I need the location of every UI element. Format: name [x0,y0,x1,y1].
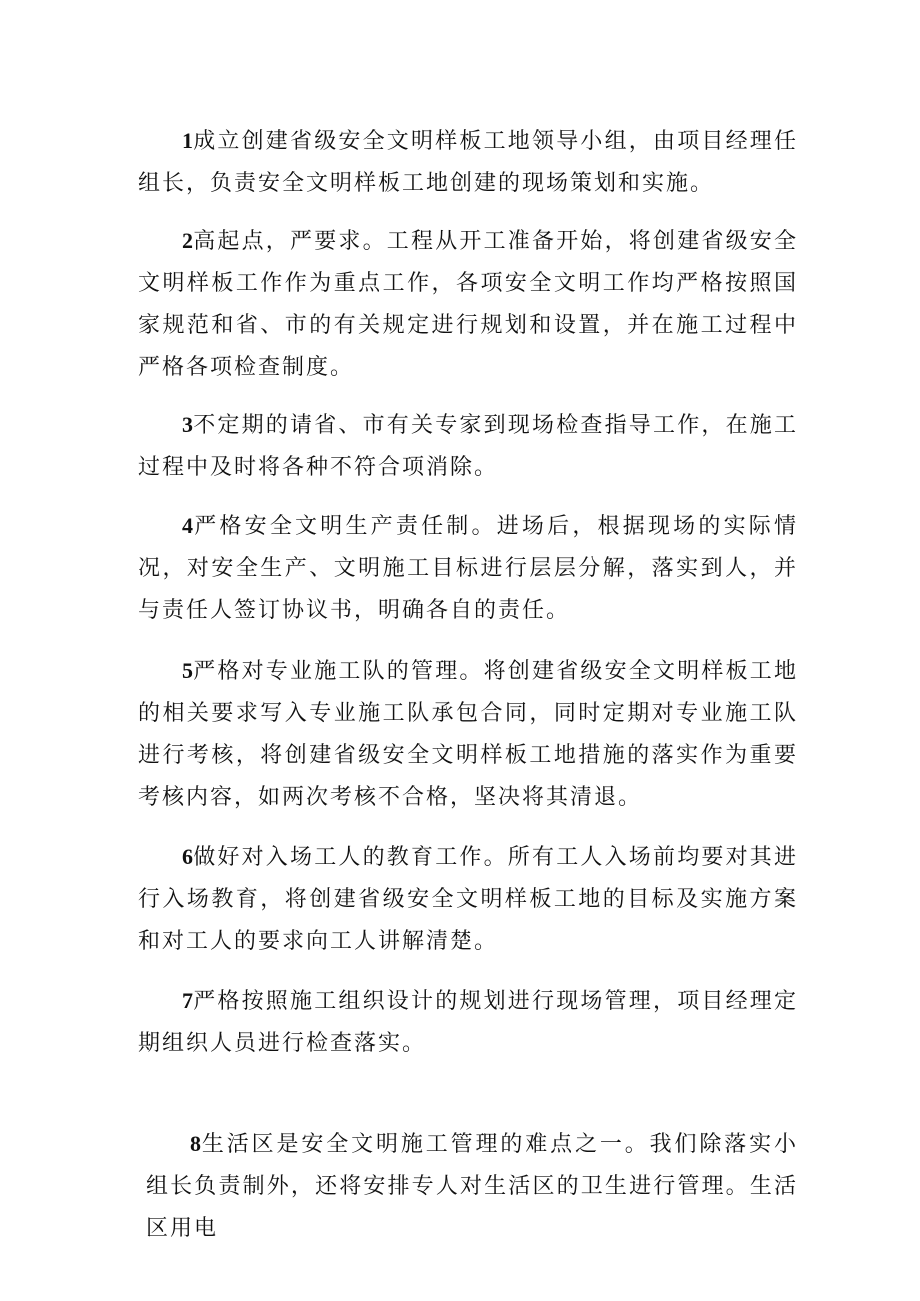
paragraph-number: 3 [182,412,193,437]
paragraph-7 [138,980,798,1065]
paragraph-6 [138,836,798,963]
paragraph-text: 严格安全文明生产责任制。进场后，根据现场的实际情况，对安全生产、文明施工目标进行层层分解，落实到人，并与责任人签订协议书，明确各自的责任。 [138,514,798,623]
paragraph-number: 6 [182,844,193,869]
paragraph-text: 生活区是安全文明施工管理的难点之一。我们除落实小组长负责制外，还将安排专人对生活区的卫生进行管理。生活区用电 [146,1132,798,1241]
paragraph-text: 高起点，严要求。工程从开工准备开始，将创建省级安全文明样板工作作为重点工作，各项安全文明工作均严格按照国家规范和省、市的有关规定进行规划和设置，并在施工过程中严格各项检查制度。 [138,229,798,380]
paragraph-number: 8 [190,1131,201,1156]
paragraph-4 [138,505,798,632]
paragraph-number: 7 [182,988,193,1013]
paragraph-1 [138,120,798,205]
paragraph-text: 严格按照施工组织设计的规划进行现场管理，项目经理定期组织人员进行检查落实。 [138,989,798,1056]
paragraph-number: 5 [182,658,193,683]
paragraph-5 [138,650,798,819]
paragraph-text: 成立创建省级安全文明样板工地领导小组，由项目经理任组长，负责安全文明样板工地创建的现场策划和实施。 [138,129,798,196]
paragraph-text: 做好对入场工人的教育工作。所有工人入场前均要对其进行入场教育，将创建省级安全文明样板工地的目标及实施方案和对工人的要求向工人讲解清楚。 [138,845,798,954]
paragraph-3 [138,404,798,489]
paragraph-text: 严格对专业施工队的管理。将创建省级安全文明样板工地的相关要求写入专业施工队承包合同，同时定期对专业施工队进行考核，将创建省级安全文明样板工地措施的落实作为重要考核内容，如两次考核不合格，坚决将其清退。 [138,659,798,810]
paragraph-2 [138,220,798,389]
paragraph-number: 4 [182,513,193,538]
paragraph-number: 2 [182,228,193,253]
paragraph-text: 不定期的请省、市有关专家到现场检查指导工作，在施工过程中及时将各种不符合项消除。 [138,413,798,480]
paragraph-number: 1 [182,128,193,153]
paragraph-8 [146,1123,798,1250]
